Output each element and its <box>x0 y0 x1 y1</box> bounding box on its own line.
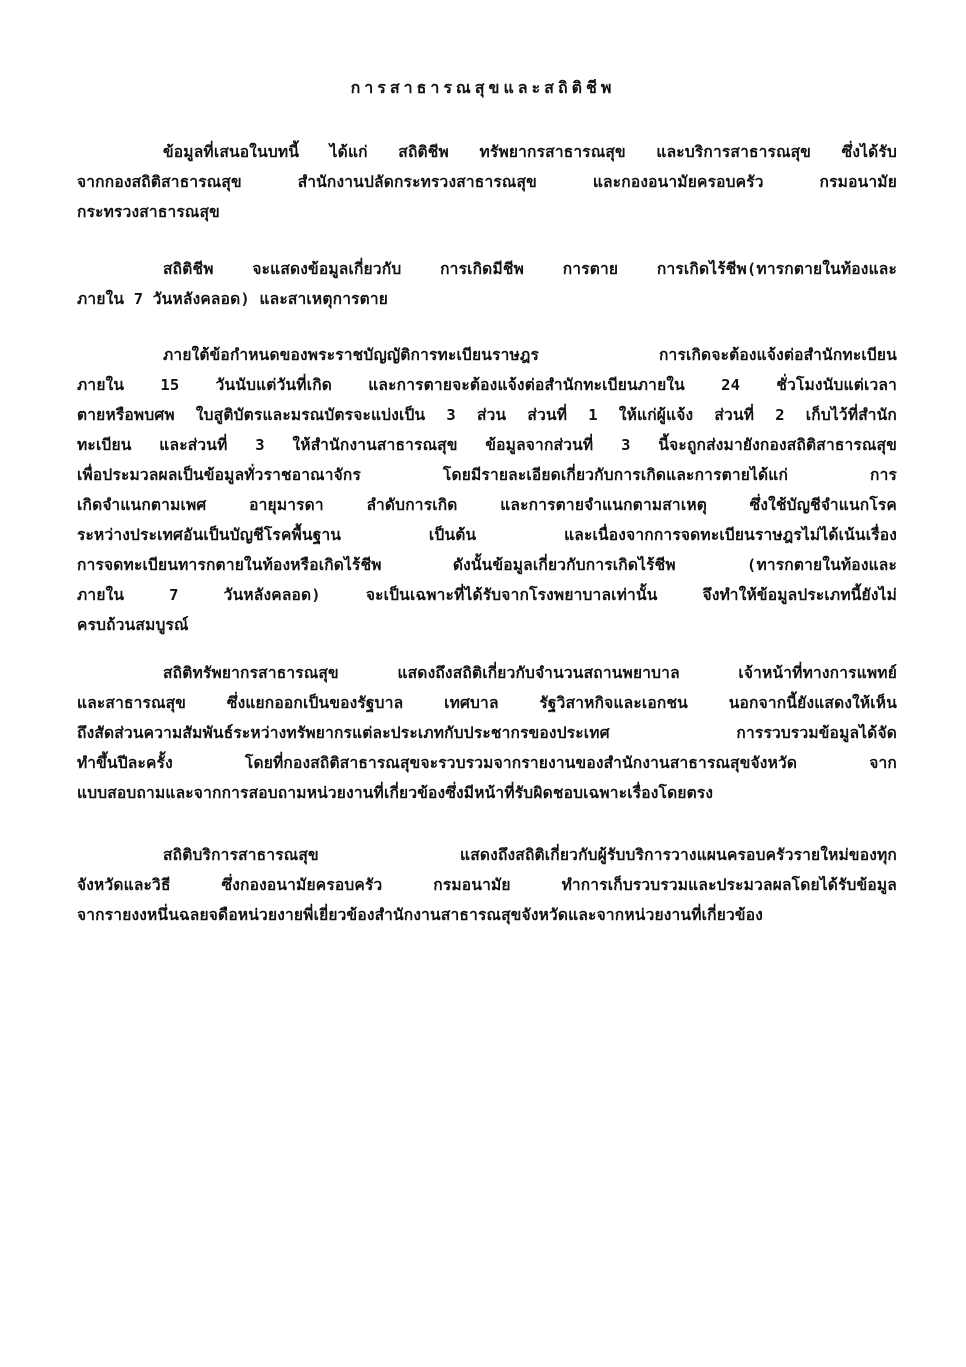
paragraph-line: ระหว่างประเทศอันเป็นบัญชีโรคพื้นฐาน เป็นต้น และเนื่องจากการจดทะเบียนราษฎรไม่ได้เน้นเรื่อง <box>77 526 897 544</box>
paragraph-line: จากรายงงหนึ่นฉลยจดือหน่วยงายพี่เยี่ยวข้องสำนักงานสาธารณสุขจังหวัดและจากหน่วยงานที่เกี่ยวข้อง <box>77 906 763 924</box>
paragraph-line: ข้อมูลที่เสนอในบทนี้ ได้แก่ สถิติชีพ ทรัพยากรสาธารณสุข และบริการสาธารณสุข ซึ่งได้รับ <box>163 143 897 161</box>
paragraph-line: เกิดจำแนกตามเพศ อายุมารดา ลำดับการเกิด และการตายจำแนกตามสาเหตุ ซึ่งใช้บัญชีจำแนกโรค <box>77 496 897 514</box>
paragraph-line: ถึงสัดส่วนความสัมพันธ์ระหว่างทรัพยากรแต่ละประเภทกับประชากรของประเทศ การรวบรวมข้อมูลได้จัด <box>77 724 897 742</box>
paragraph-line: เพื่อประมวลผลเป็นข้อมูลทั่วราชอาณาจักร โดยมีรายละเอียดเกี่ยวกับการเกิดและการตายได้แก่ การ <box>77 466 897 484</box>
paragraph-line: ภายใน 15 วันนับแต่วันที่เกิด และการตายจะต้องแจ้งต่อสำนักทะเบียนภายใน 24 ชั่วโมงนับแต่เวลา <box>77 376 897 394</box>
paragraph-line: สถิติทรัพยากรสาธารณสุข แสดงถึงสถิติเกี่ยวกับจำนวนสถานพยาบาล เจ้าหน้าที่ทางการแพทย์ <box>163 664 897 682</box>
paragraph-line: ทำขึ้นปีละครั้ง โดยที่กองสถิติสาธารณสุขจะรวบรวมจากรายงานของสำนักงานสาธารณสุขจังหวัด จาก <box>77 754 897 772</box>
paragraph-line: สถิติชีพ จะแสดงข้อมูลเกี่ยวกับ การเกิดมีชีพ การตาย การเกิดไร้ชีพ(ทารกตายในท้องและ <box>163 260 897 278</box>
paragraph-line: ภายใน 7 วันหลังคลอด) และสาเหตุการตาย <box>77 290 389 308</box>
paragraph-line: ภายใต้ข้อกำหนดของพระราชบัญญัติการทะเบียนราษฎร การเกิดจะต้องแจ้งต่อสำนักทะเบียน <box>163 346 897 364</box>
paragraph-line: และสาธารณสุข ซึ่งแยกออกเป็นของรัฐบาล เทศบาล รัฐวิสาหกิจและเอกชน นอกจากนี้ยังแสดงให้เห็น <box>77 694 897 712</box>
paragraph-registration <box>77 340 897 640</box>
paragraph-health-resources <box>77 658 897 808</box>
paragraph-line: แบบสอบถามและจากการสอบถามหน่วยงานที่เกี่ยวข้องซึ่งมีหน้าที่รับผิดชอบเฉพาะเรื่องโดยตรง <box>77 784 714 802</box>
paragraph-line: จังหวัดและวิธี ซึ่งกองอนามัยครอบครัว กรมอนามัย ทำการเก็บรวบรวมและประมวลผลโดยได้รับข้อมูล <box>77 876 897 894</box>
paragraph-line: กระทรวงสาธารณสุข <box>77 203 220 221</box>
paragraph-line: สถิติบริการสาธารณสุข แสดงถึงสถิติเกี่ยวกับผู้รับบริการวางแผนครอบครัวรายใหม่ของทุก <box>163 846 897 864</box>
paragraph-line: การจดทะเบียนทารกตายในท้องหรือเกิดไร้ชีพ ดังนั้นข้อมูลเกี่ยวกับการเกิดไร้ชีพ (ทารกตายในท้องและ <box>77 556 897 574</box>
paragraph-vital-statistics <box>77 254 897 314</box>
paragraph-line: ครบถ้วนสมบูรณ์ <box>77 616 189 634</box>
paragraph-line: จากกองสถิติสาธารณสุข สำนักงานปลัดกระทรวงสาธารณสุข และกองอนามัยครอบครัว กรมอนามัย <box>77 173 897 191</box>
paragraph-line: ภายใน 7 วันหลังคลอด) จะเป็นเฉพาะที่ได้รับจากโรงพยาบาลเท่านั้น จึงทำให้ข้อมูลประเภทนี้ยังไม่ <box>77 586 897 604</box>
paragraph-sources <box>77 137 897 227</box>
paragraph-line: ตายหรือพบศพ ใบสูติบัตรและมรณบัตรจะแบ่งเป็น 3 ส่วน ส่วนที่ 1 ให้แก่ผู้แจ้ง ส่วนที่ 2 เก็บไว้ที่สำนัก <box>77 406 897 424</box>
document-title: การสาธารณสุขและสถิติชีพ <box>350 78 616 97</box>
paragraph-line: ทะเบียน และส่วนที่ 3 ให้สำนักงานสาธารณสุข ข้อมูลจากส่วนที่ 3 นี้จะถูกส่งมายังกองสถิติสาธารณสุข <box>77 436 897 454</box>
paragraph-health-services <box>77 840 897 930</box>
